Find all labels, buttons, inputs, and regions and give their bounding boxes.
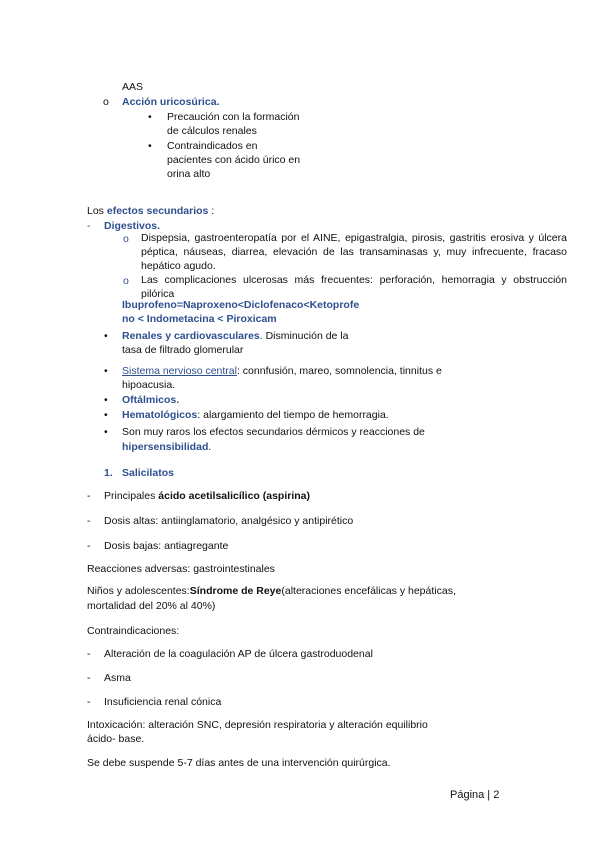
salicylates-heading: Salicilatos bbox=[122, 467, 174, 479]
contra-item: Asma bbox=[104, 672, 131, 684]
list-marker: o bbox=[103, 96, 109, 108]
bullet-marker: • bbox=[104, 409, 108, 421]
effects-term: efectos secundarios bbox=[106, 205, 209, 217]
intoxication-line2: ácido- base. bbox=[87, 733, 145, 745]
list-marker: - bbox=[87, 540, 91, 552]
reye-suffix: (alteraciones encefálicas y hepáticas, bbox=[281, 585, 456, 597]
bullet-line: pacientes con ácido úrico en bbox=[167, 154, 301, 166]
intro-prefix: Los bbox=[87, 205, 107, 217]
bullet-line: orina alto bbox=[167, 168, 211, 180]
list-marker: - bbox=[87, 672, 91, 684]
list-marker: - bbox=[87, 515, 91, 527]
item-prefix: Principales bbox=[104, 490, 159, 502]
bullet-marker: • bbox=[104, 330, 108, 342]
contra-item: Insuficiencia renal cónica bbox=[104, 696, 222, 708]
effects-intro bbox=[87, 204, 214, 218]
digestive-item: Dispepsia, gastroenteropatía por el AINE, epigastralgia, pirosis, gastritis erosiva y úlcera péptica, náuseas, diarrea, elevación de las transaminasas y, muy infrecuente, fracaso hepático agudo. bbox=[141, 232, 567, 272]
bullet-marker: • bbox=[148, 140, 152, 152]
salicylate-item bbox=[104, 489, 310, 503]
rare-line2 bbox=[122, 440, 211, 454]
renal-text: . Disminución de la bbox=[259, 330, 349, 342]
digestive-title: Digestivos. bbox=[104, 220, 161, 232]
cns-line2: hipoacusia. bbox=[122, 379, 176, 391]
list-marker: - bbox=[87, 220, 91, 232]
page-number: Página | 2 bbox=[450, 789, 500, 801]
uricosuric-title: Acción uricosúrica. bbox=[122, 96, 220, 108]
reye-line2: mortalidad del 20% al 40%) bbox=[87, 600, 216, 612]
cns-line bbox=[122, 364, 442, 378]
heading-number: 1. bbox=[104, 467, 113, 479]
hemat-line bbox=[122, 408, 389, 422]
rare-text: Son muy raros los efectos secundarios dérmicos y reacciones de bbox=[122, 426, 425, 438]
renal-line2: tasa de filtrado glomerular bbox=[122, 344, 244, 356]
reye-bold: Síndrome de Reye bbox=[189, 585, 282, 597]
ophthalmic-title: Oftálmicos. bbox=[122, 394, 180, 406]
aas-text: AAS bbox=[122, 81, 144, 93]
salicylate-item: Dosis bajas: antiagregante bbox=[104, 540, 229, 552]
adverse-reactions: Reacciones adversas: gastrointestinales bbox=[87, 563, 275, 575]
hemat-title: Hematológicos bbox=[122, 409, 198, 421]
intro-suffix: : bbox=[208, 205, 215, 217]
bullet-line: de cálculos renales bbox=[167, 125, 257, 137]
cns-text: : connfusión, mareo, somnolencia, tinnitus e bbox=[236, 365, 442, 377]
bullet-line: Precaución con la formación bbox=[167, 111, 300, 123]
cns-title: Sistema nervioso central bbox=[122, 365, 237, 377]
intox-text: Intoxicación: alteración SNC, depresión respiratoria y alteración equilibrio bbox=[87, 719, 428, 731]
bullet-marker: • bbox=[104, 394, 108, 406]
justified-first-line: Contraindicados en bbox=[167, 140, 258, 152]
nsaid-ranking-line2: no < Indometacina < Piroxicam bbox=[122, 313, 277, 325]
digestive-item: Las complicaciones ulcerosas más frecuentes: perforación, hemorragia y obstrucción pilórica bbox=[141, 274, 567, 300]
surgery-note: Se debe suspende 5-7 días antes de una intervención quirúrgica. bbox=[87, 757, 391, 769]
salicylate-item: Dosis altas: antiinglamatorio, analgésico y antipirético bbox=[104, 515, 354, 527]
intoxication-line1 bbox=[87, 718, 514, 732]
bullet-line-justified bbox=[167, 139, 330, 153]
reye-line bbox=[87, 584, 514, 598]
hemat-text: : alargamiento del tiempo de hemorragia. bbox=[197, 409, 389, 421]
renal-title: Renales y cardiovasculares bbox=[122, 330, 260, 342]
list-marker: - bbox=[87, 648, 91, 660]
bullet-marker: • bbox=[104, 365, 108, 377]
list-marker: - bbox=[87, 490, 91, 502]
list-marker: o bbox=[123, 233, 129, 245]
reye-prefix: Niños y adolescentes: bbox=[87, 585, 190, 597]
hypersensitivity-term: hipersensibilidad bbox=[122, 441, 209, 453]
contra-item: Alteración de la coagulación AP de úlcera gastroduodenal bbox=[104, 648, 373, 660]
list-marker: o bbox=[123, 275, 129, 287]
bullet-marker: • bbox=[104, 426, 108, 438]
contraindications-title: Contraindicaciones: bbox=[87, 625, 180, 637]
bullet-marker: • bbox=[148, 111, 152, 123]
renal-line bbox=[122, 329, 348, 343]
rare-line bbox=[122, 425, 508, 439]
item-bold: ácido acetilsalicílico (aspirina) bbox=[158, 490, 311, 502]
rare-end: . bbox=[208, 441, 212, 453]
nsaid-ranking-line1: Ibuprofeno=Naproxeno<Diclofenaco<Ketoprofe bbox=[122, 299, 360, 311]
list-marker: - bbox=[87, 696, 91, 708]
